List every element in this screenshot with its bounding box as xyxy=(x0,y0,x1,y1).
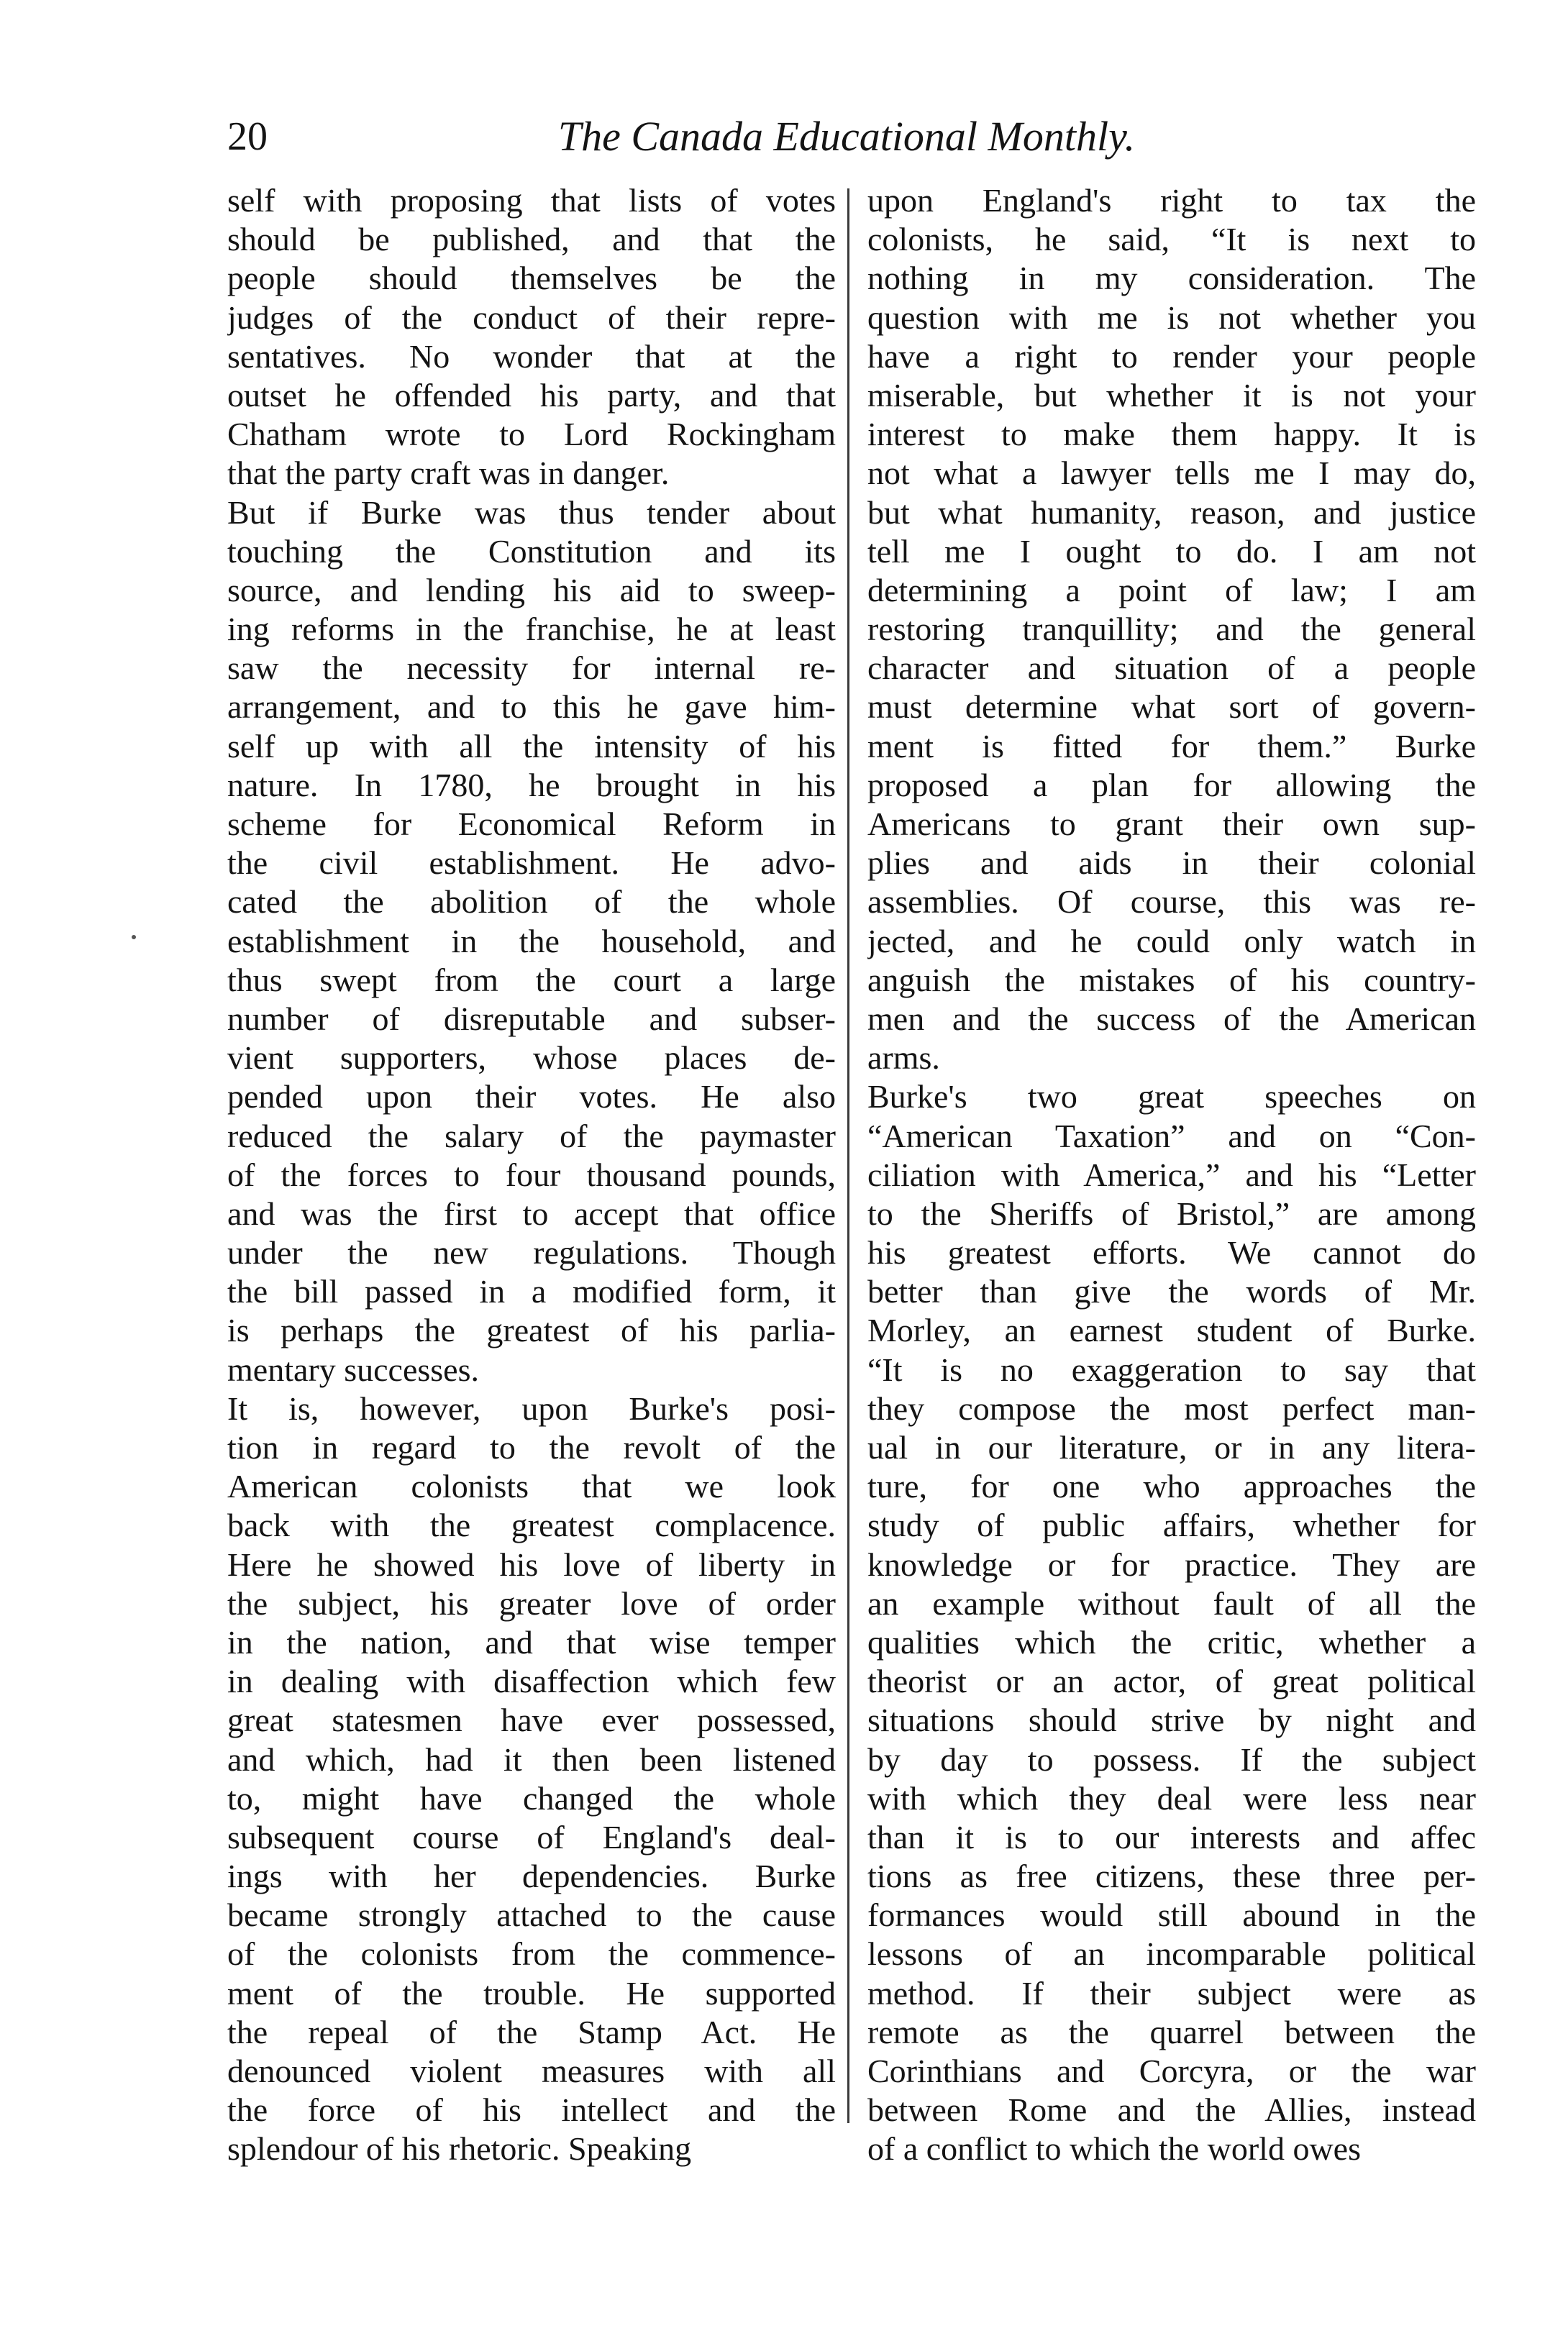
text-line: question with me is not whether you xyxy=(867,298,1476,336)
text-line: cated the abolition of the whole xyxy=(227,883,836,921)
right-column xyxy=(867,181,1476,2169)
text-line: should be published, and that the xyxy=(227,221,836,258)
text-line: method. If their subject were as xyxy=(867,1974,1476,2012)
text-line: theorist or an actor, of great political xyxy=(867,1663,1476,1700)
text-line: thus swept from the court a large xyxy=(227,961,836,998)
text-line: It is, however, upon Burke's posi- xyxy=(227,1389,836,1427)
text-line: remote as the quarrel between the xyxy=(867,2013,1476,2050)
text-line: the force of his intellect and the xyxy=(227,2091,836,2129)
text-line: miserable, but whether it is not your xyxy=(867,376,1476,414)
text-line: of a conflict to which the world owes xyxy=(867,2130,1361,2168)
text-line: and was the first to accept that office xyxy=(227,1195,836,1232)
text-line: interest to make them happy. It is xyxy=(867,416,1476,453)
text-line: character and situation of a people xyxy=(867,649,1476,687)
text-line: to the Sheriffs of Bristol,” are among xyxy=(867,1195,1476,1232)
text-line: the repeal of the Stamp Act. He xyxy=(227,2013,836,2050)
text-line: nothing in my consideration. The xyxy=(867,260,1476,297)
text-line: by day to possess. If the subject xyxy=(867,1740,1476,1778)
text-line: splendour of his rhetoric. Speaking xyxy=(227,2130,692,2168)
text-line: between Rome and the Allies, instead xyxy=(867,2091,1476,2129)
text-line: not what a lawyer tells me I may do, xyxy=(867,455,1476,492)
text-line: self with proposing that lists of votes xyxy=(227,182,836,219)
text-line: his greatest efforts. We cannot do xyxy=(867,1234,1476,1272)
text-line: ing reforms in the franchise, he at least xyxy=(227,611,836,648)
text-line: source, and lending his aid to sweep- xyxy=(227,571,836,608)
text-line: became strongly attached to the cause xyxy=(227,1897,836,1934)
text-line: arms. xyxy=(867,1039,940,1077)
text-line: tions as free citizens, these three per- xyxy=(867,1858,1476,1895)
text-line: colonists, he said, “It is next to xyxy=(867,221,1476,258)
text-line: Americans to grant their own sup- xyxy=(867,805,1476,842)
text-line: upon England's right to tax the xyxy=(867,182,1476,219)
text-line: tion in regard to the revolt of the xyxy=(227,1429,836,1466)
text-line: tell me I ought to do. I am not xyxy=(867,532,1476,570)
text-line: they compose the most perfect man- xyxy=(867,1389,1476,1427)
text-line: sentatives. No wonder that at the xyxy=(227,337,836,375)
page-header xyxy=(227,108,1466,165)
text-line: “It is no exaggeration to say that xyxy=(867,1351,1476,1388)
text-line: vient supporters, whose places de- xyxy=(227,1039,836,1077)
text-line: must determine what sort of govern- xyxy=(867,688,1476,726)
text-line: situations should strive by night and xyxy=(867,1702,1476,1739)
text-line: determining a point of law; I am xyxy=(867,571,1476,608)
text-line: men and the success of the American xyxy=(867,1000,1476,1037)
text-line: subsequent course of England's deal- xyxy=(227,1818,836,1856)
text-line: Chatham wrote to Lord Rockingham xyxy=(227,416,836,453)
text-line: and which, had it then been listened xyxy=(227,1740,836,1778)
text-line: Corinthians and Corcyra, or the war xyxy=(867,2053,1476,2089)
text-line: ings with her dependencies. Burke xyxy=(227,1858,836,1895)
text-line: pended upon their votes. He also xyxy=(227,1078,836,1115)
text-line: arrangement, and to this he gave him- xyxy=(227,688,836,726)
text-line: qualities which the critic, whether a xyxy=(867,1623,1476,1661)
running-title: The Canada Educational Monthly. xyxy=(557,113,1136,160)
text-line: of the colonists from the commence- xyxy=(227,1935,836,1973)
text-line: mentary successes. xyxy=(227,1351,479,1388)
text-line: better than give the words of Mr. xyxy=(867,1273,1476,1310)
text-line: establishment in the household, and xyxy=(227,922,836,959)
text-line: ciliation with America,” and his “Letter xyxy=(867,1156,1476,1193)
text-line: an example without fault of all the xyxy=(867,1584,1476,1622)
text-line: ment is fitted for them.” Burke xyxy=(867,727,1476,764)
text-line: number of disreputable and subser- xyxy=(227,1000,836,1037)
left-column xyxy=(227,181,836,2169)
text-line: anguish the mistakes of his country- xyxy=(867,961,1476,998)
text-line: of the forces to four thousand pounds, xyxy=(227,1156,836,1193)
text-line: the bill passed in a modified form, it xyxy=(227,1273,836,1310)
text-line: ual in our literature, or in any litera- xyxy=(867,1429,1476,1466)
margin-speck xyxy=(132,935,136,939)
text-line: Here he showed his love of liberty in xyxy=(227,1546,836,1583)
text-line: reduced the salary of the paymaster xyxy=(227,1117,836,1154)
text-line: but what humanity, reason, and justice xyxy=(867,493,1476,531)
text-line: great statesmen have ever possessed, xyxy=(227,1702,836,1739)
text-line: saw the necessity for internal re- xyxy=(227,649,836,687)
text-line: judges of the conduct of their repre- xyxy=(227,298,836,336)
text-line: Burke's two great speeches on xyxy=(867,1078,1476,1115)
text-line: the civil establishment. He advo- xyxy=(227,844,836,882)
text-line: is perhaps the greatest of his parlia- xyxy=(227,1312,836,1349)
text-line: formances would still abound in the xyxy=(867,1897,1476,1934)
text-line: back with the greatest complacence. xyxy=(227,1507,836,1544)
text-line: proposed a plan for allowing the xyxy=(867,766,1476,803)
text-line: than it is to our interests and affec xyxy=(867,1818,1476,1856)
text-line: assemblies. Of course, this was re- xyxy=(867,883,1476,921)
text-line: that the party craft was in danger. xyxy=(227,455,670,492)
text-line: jected, and he could only watch in xyxy=(867,922,1476,959)
text-line: ment of the trouble. He supported xyxy=(227,1974,836,2012)
text-line: the subject, his greater love of order xyxy=(227,1584,836,1622)
text-line: outset he offended his party, and that xyxy=(227,376,836,414)
text-line: scheme for Economical Reform in xyxy=(227,805,836,842)
column-divider xyxy=(847,188,849,2123)
page-number: 20 xyxy=(227,114,268,159)
text-line: ture, for one who approaches the xyxy=(867,1468,1476,1505)
text-line: under the new regulations. Though xyxy=(227,1234,836,1272)
text-line: denounced violent measures with all xyxy=(227,2053,836,2089)
text-line: to, might have changed the whole xyxy=(227,1779,836,1817)
text-line: knowledge or for practice. They are xyxy=(867,1546,1476,1583)
text-line: nature. In 1780, he brought in his xyxy=(227,766,836,803)
text-line: touching the Constitution and its xyxy=(227,532,836,570)
text-line: have a right to render your people xyxy=(867,337,1476,375)
text-line: plies and aids in their colonial xyxy=(867,844,1476,882)
text-line: But if Burke was thus tender about xyxy=(227,493,836,531)
text-line: “American Taxation” and on “Con- xyxy=(867,1117,1476,1154)
text-line: American colonists that we look xyxy=(227,1468,836,1505)
text-line: self up with all the intensity of his xyxy=(227,727,836,764)
text-line: restoring tranquillity; and the general xyxy=(867,611,1476,648)
text-line: lessons of an incomparable political xyxy=(867,1935,1476,1973)
text-line: study of public affairs, whether for xyxy=(867,1507,1476,1544)
text-line: in dealing with disaffection which few xyxy=(227,1663,836,1700)
text-line: Morley, an earnest student of Burke. xyxy=(867,1312,1476,1349)
text-line: people should themselves be the xyxy=(227,260,836,297)
text-line: with which they deal were less near xyxy=(867,1779,1476,1817)
text-line: in the nation, and that wise temper xyxy=(227,1623,836,1661)
